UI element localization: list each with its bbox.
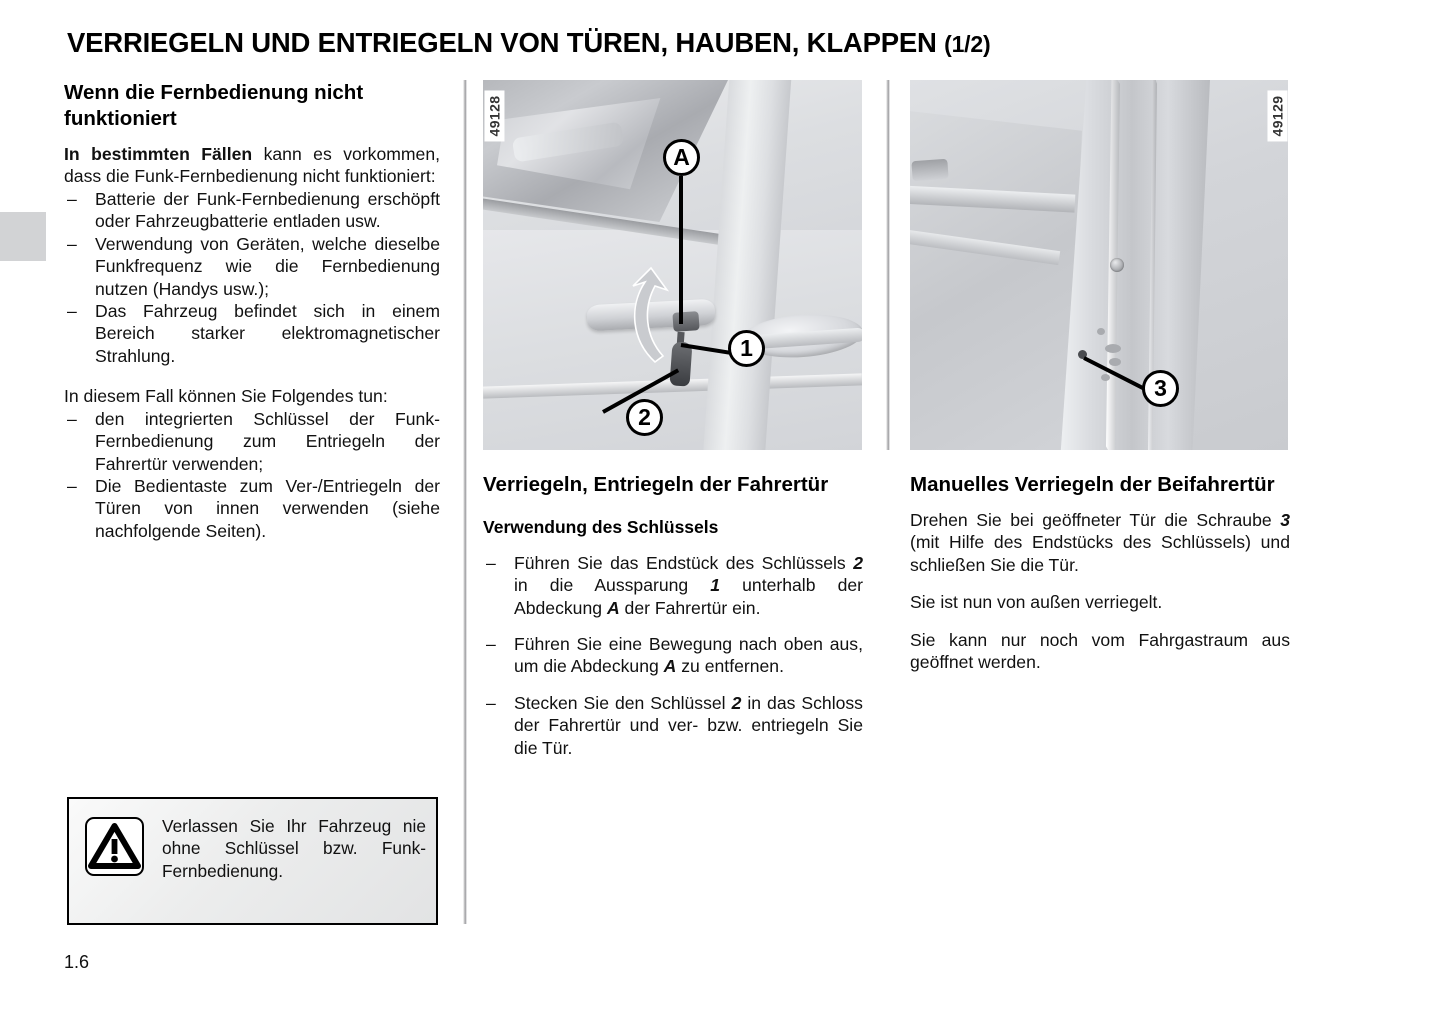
causes-list: [64, 188, 440, 367]
callout-A: A: [663, 139, 700, 176]
para1-reference: 3: [1280, 510, 1290, 531]
list-item: [64, 475, 440, 542]
dash-bullet-icon: –: [67, 475, 77, 496]
leader-line-A: [679, 176, 683, 324]
para1-part-a: Drehen Sie bei geöffneter Tür die Schraube: [910, 510, 1281, 531]
right-paragraph-1: [910, 509, 1290, 576]
figure-id-label: 49128: [484, 91, 504, 142]
left-section-heading: Wenn die Fernbedienung nicht funktioniert: [64, 81, 364, 131]
right-section-heading: Manuelles Verriegeln der Beifahrertür: [910, 473, 1275, 496]
cause-text: Verwendung von Geräten, welche dieselbe Funkfrequenz wie die Fernbedienung nutzen (Handys usw.);: [95, 233, 440, 299]
step-reference: A: [663, 656, 677, 677]
key-usage-steps: [483, 552, 863, 759]
cause-text: Batterie der Funk-Fernbedienung erschöpft oder Fahrzeugbatterie entladen usw.: [95, 188, 440, 232]
right-paragraph-3: Sie kann nur noch vom Fahrgastraum aus geöffnet werden.: [910, 629, 1290, 673]
warning-box: [67, 797, 438, 925]
callout-1: 1: [728, 330, 765, 367]
middle-column: [483, 80, 863, 759]
door-edge-band: [1060, 80, 1210, 450]
figure-passenger-door-screw: [910, 80, 1288, 450]
list-item: [64, 233, 440, 300]
remedy-text: den integrierten Schlüssel der Funk-Fernbedienung zum Entriegeln der Fahrertür verwenden;: [95, 408, 440, 474]
step-reference: 2: [853, 552, 863, 573]
photo-car-door: [483, 80, 862, 450]
middle-section-heading: Verriegeln, Entriegeln der Fahrertür: [483, 473, 829, 496]
door-bolt: [1110, 258, 1124, 272]
callout-2: 2: [626, 399, 663, 436]
remedy-text: Die Bedientaste zum Ver-/Entriegeln der Türen von innen verwenden (siehe nachfolgende Seiten).: [95, 475, 440, 541]
warning-triangle-icon: [85, 817, 144, 876]
dash-bullet-icon: –: [67, 408, 77, 429]
page-title-fraction: (1/2): [944, 31, 991, 57]
dash-bullet-icon: –: [486, 552, 496, 573]
column-divider-right: [886, 80, 890, 450]
list-item: [64, 300, 440, 367]
remedy-intro: In diesem Fall können Sie Folgendes tun:: [64, 386, 388, 407]
figure-id-label: 49129: [1268, 91, 1288, 142]
warning-text: Verlassen Sie Ihr Fahrzeug nie ohne Schlüssel bzw. Funk-Fernbedienung.: [162, 816, 426, 881]
step-text-part: Stecken Sie den Schlüssel: [514, 692, 732, 713]
inner-handle-recess: [911, 159, 948, 181]
step-text-part: Führen Sie eine Bewegung nach oben aus, um die Abdeckung: [514, 634, 863, 677]
list-item: [64, 188, 440, 233]
left-intro-rest: kann es vorkommen, dass die Funk-Fernbedienung nicht funktioniert:: [64, 144, 440, 187]
remedies-list: [64, 408, 440, 543]
dash-bullet-icon: –: [486, 634, 496, 655]
figure-driver-door-lock: [483, 80, 862, 450]
upward-motion-arrow-icon: [625, 266, 679, 364]
list-item: [483, 552, 863, 619]
callout-3: 3: [1142, 370, 1179, 407]
page-title: [67, 27, 990, 59]
step-reference: A: [606, 597, 620, 618]
list-item: [483, 692, 863, 759]
left-intro-bold: In bestimmten Fällen: [64, 144, 253, 165]
page-number: 1.6: [64, 952, 90, 972]
step-reference: 2: [731, 692, 742, 713]
step-reference: 1: [710, 575, 721, 596]
step-text-part: in das Schloss der Fahrertür und ver- bzw. entriegeln Sie die Tür.: [514, 692, 863, 758]
left-column: [64, 80, 440, 542]
dash-bullet-icon: –: [486, 692, 496, 713]
para1-part-b: (mit Hilfe des Endstücks des Schlüssels) und schließen Sie die Tür.: [910, 532, 1290, 575]
step-text-part: in die Aussparung: [514, 575, 711, 596]
dash-bullet-icon: –: [67, 188, 77, 209]
right-paragraph-2: Sie ist nun von außen verriegelt.: [910, 592, 1163, 613]
step-text-part: Führen Sie das Endstück des Schlüssels: [514, 552, 854, 573]
chapter-tab-marker: [0, 212, 46, 261]
photo-open-door-edge: [910, 80, 1288, 450]
list-item: [483, 633, 863, 678]
middle-subheading: Verwendung des Schlüssels: [483, 517, 719, 538]
column-divider-left: [463, 80, 467, 924]
left-intro-paragraph: [64, 143, 440, 188]
right-column: [910, 80, 1290, 674]
page-title-main: VERRIEGELN UND ENTRIEGELN VON TÜREN, HAUBEN, KLAPPEN: [67, 27, 937, 58]
step-text-part: der Fahrertür ein.: [619, 597, 761, 618]
dash-bullet-icon: –: [67, 301, 77, 322]
step-text-part: unterhalb der Abdeckung: [514, 575, 863, 618]
dash-bullet-icon: –: [67, 233, 77, 254]
list-item: [64, 408, 440, 475]
cause-text: Das Fahrzeug befindet sich in einem Bereich starker elektromagnetischer Strahlung.: [95, 301, 440, 366]
step-text-part: zu entfernen.: [676, 656, 784, 677]
